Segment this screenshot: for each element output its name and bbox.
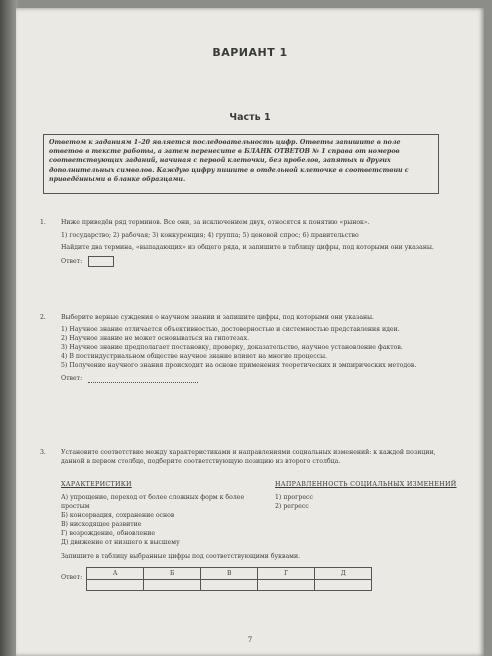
answer-row	[61, 374, 459, 383]
question-text: Ниже приведён ряд терминов. Все они, за исключением двух, относятся к понятию «рынок».	[61, 219, 370, 226]
table-header-cell: Д	[315, 568, 372, 580]
answer-label: Ответ:	[61, 573, 83, 581]
question-body	[61, 218, 459, 267]
table-header-cell: А	[87, 568, 144, 580]
answer-cell[interactable]	[144, 580, 201, 591]
answer-cell[interactable]	[201, 580, 258, 591]
list-item: В) нисходящее развитие	[61, 521, 142, 528]
answer-label: Ответ:	[61, 258, 83, 265]
instructions-box: Ответом к заданиям 1–20 является последовательность цифр. Ответы запишите в поле ответов в тексте работы, а затем перенесите в БЛАНК ОТВЕТОВ № 1 справа от номеров соответствующих заданий, начиная с первой клеточки, без пробелов, запятых и других дополнительных символов. Каждую цифру пишите в отдельной клеточке в соответствии с приведёнными в бланке образцами.	[43, 134, 439, 194]
answer-line[interactable]	[88, 375, 198, 383]
list-item: 1) прогресс	[275, 494, 313, 501]
list-item: А) упрощение, переход от более сложных форм к более простым	[61, 494, 245, 510]
column-header: ХАРАКТЕРИСТИКИ	[61, 481, 132, 488]
table-instruction: Запишите в таблицу выбранные цифры под соответствующими буквами.	[61, 553, 301, 560]
answer-label: Ответ:	[61, 375, 83, 382]
list-item: Б) консервация, сохранение основ	[61, 512, 175, 519]
answer-table-row	[61, 563, 459, 591]
page-number: 7	[247, 636, 253, 644]
question-body	[61, 448, 459, 591]
list-item: Д) движение от низшего к высшему	[61, 539, 180, 546]
question-number: 1.	[40, 219, 46, 226]
options-list	[61, 325, 459, 370]
part-title: Часть 1	[229, 112, 271, 123]
question-task: Найдите два термина, «выпадающих» из общего ряда, и запишите в таблицу цифры, под которыми они указаны.	[61, 244, 434, 251]
table-header-cell: Б	[144, 568, 201, 580]
directions-column	[275, 480, 459, 547]
variant-title: ВАРИАНТ 1	[212, 46, 288, 59]
list-item: 2) Научное знание не может основываться на гипотезах.	[61, 335, 250, 342]
question-text: Выберите верные суждения о научном знании и запишите цифры, под которыми они указаны.	[61, 314, 375, 321]
list-item: 3) Научное знание предполагает постановку, проверку, доказательство, научное установление фактов.	[61, 344, 403, 351]
table-header-cell: В	[201, 568, 258, 580]
answer-row	[61, 256, 459, 267]
question-number: 2.	[40, 314, 46, 321]
list-item: 1) Научное знание отличается объективностью, достоверностью и системностью представления идеи.	[61, 326, 400, 333]
question-text: Установите соответствие между характеристиками и направлениями социальных изменений: к каждой позиции, данной в первом столбце, подберите соответствующую позицию из второго столбца.	[61, 449, 436, 465]
answer-cell[interactable]	[87, 580, 144, 591]
question-body	[61, 313, 459, 383]
list-item: Г) возрождение, обновление	[61, 530, 156, 537]
matching-columns	[61, 480, 459, 547]
column-header: НАПРАВЛЕННОСТЬ СОЦИАЛЬНЫХ ИЗМЕНЕНИЙ	[275, 481, 457, 488]
list-item: 4) В постиндустриальном обществе научное знание влияет на многие процессы.	[61, 353, 328, 360]
list-item: 2) регресс	[275, 503, 309, 510]
answer-cell[interactable]	[315, 580, 372, 591]
question-terms: 1) государство; 2) рабочая; 3) конкуренция; 4) группа; 5) ценовой спрос; 6) правительство	[61, 232, 359, 239]
question-number: 3.	[40, 449, 46, 456]
list-item: 5) Получение научного знания происходит на основе применения теоретических и эмпирических методов.	[61, 362, 417, 369]
document-page	[16, 8, 484, 656]
table-header-cell: Г	[258, 568, 315, 580]
answer-cell[interactable]	[258, 580, 315, 591]
answer-box[interactable]	[88, 256, 114, 267]
characteristics-column	[61, 480, 245, 547]
answer-table	[86, 567, 372, 591]
